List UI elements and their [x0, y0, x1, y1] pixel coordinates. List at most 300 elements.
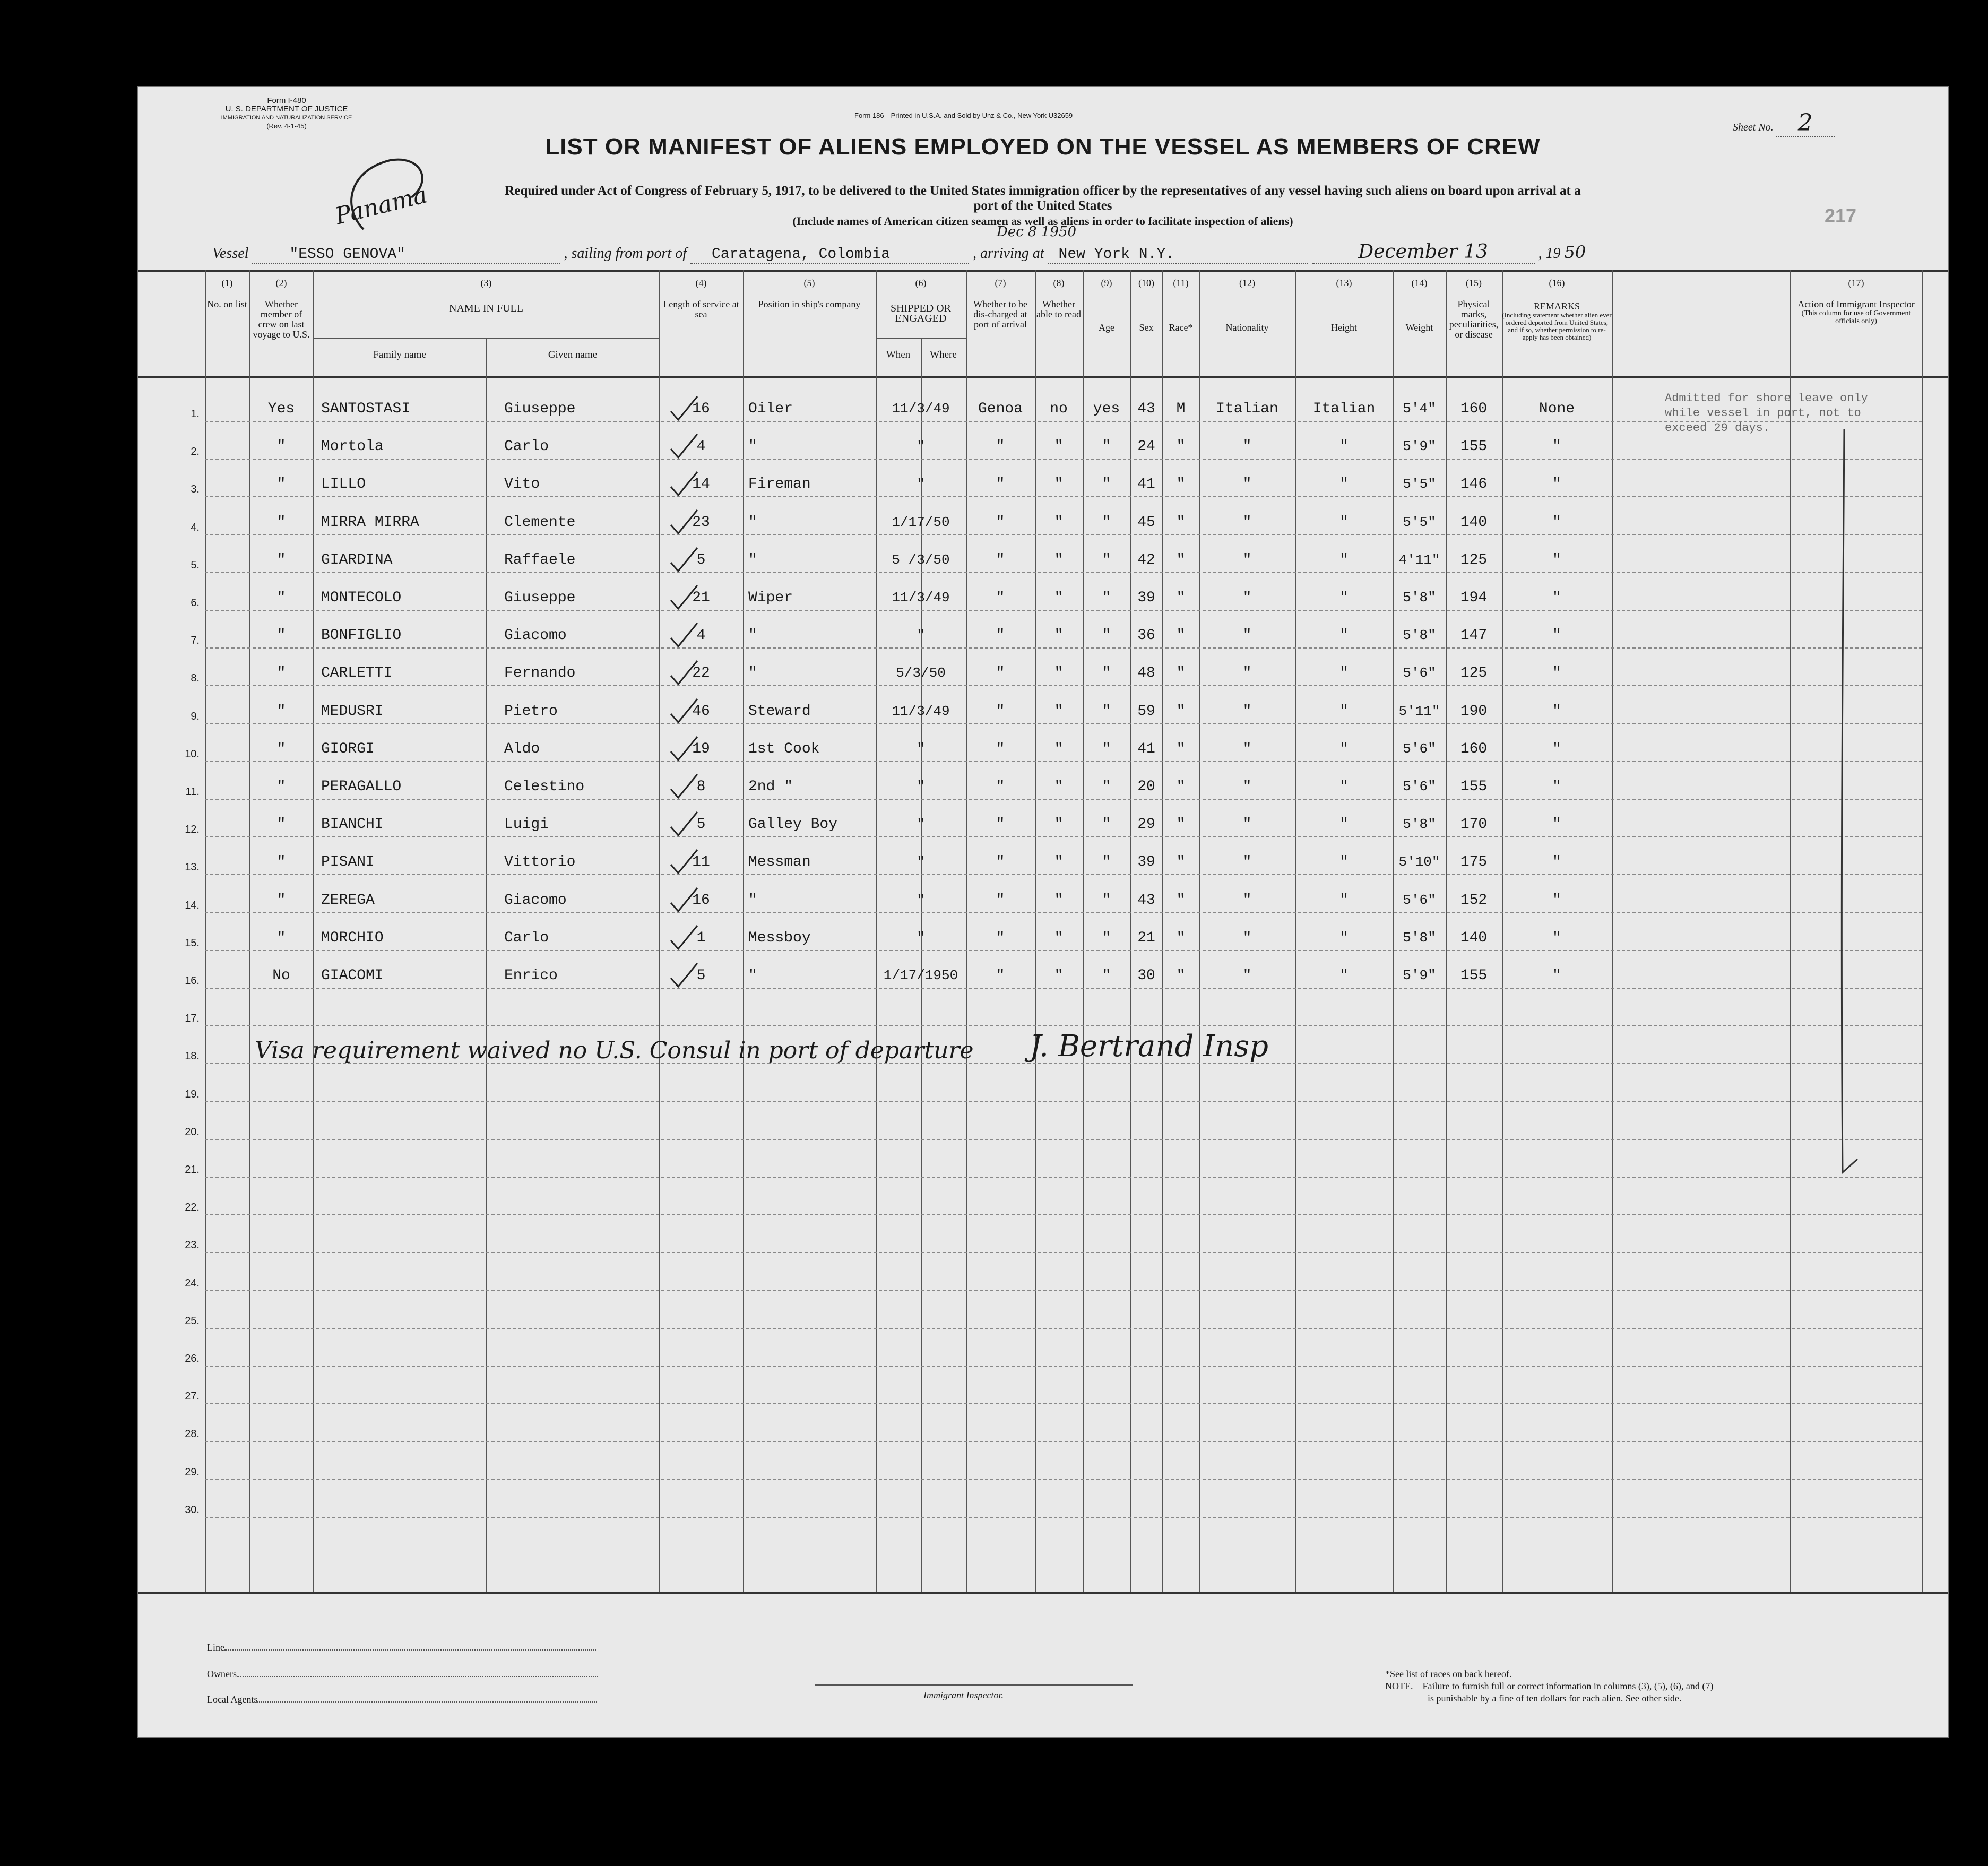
cell-given: Celestino [504, 779, 585, 795]
cell-height: 5'8" [1403, 929, 1436, 946]
cell-service: 19 [692, 740, 710, 757]
cell-marks: " [1552, 816, 1561, 833]
cell-last: " [276, 590, 286, 606]
column-label: Physical marks, peculiarities, or disease [1449, 299, 1499, 340]
cell-race: " [1242, 703, 1252, 720]
action-bracket-line [1794, 419, 1868, 1215]
cell-race: " [1242, 627, 1252, 644]
cell-read: " [1102, 779, 1111, 795]
row-rule [205, 496, 1922, 497]
cell-given: Clemente [504, 514, 576, 531]
cell-when: " [917, 627, 925, 644]
cell-given: Vittorio [504, 854, 576, 871]
row-number: 2. [191, 446, 200, 458]
cell-last: No [272, 967, 290, 984]
cell-given: Aldo [504, 740, 540, 757]
row-number: 10. [185, 748, 200, 760]
form-id-block [218, 97, 356, 131]
cell-position: " [748, 551, 757, 568]
arriving-port: New York N.Y. [1048, 246, 1308, 264]
column-number: (16) [1549, 278, 1565, 288]
department: U. S. DEPARTMENT OF JUSTICE [225, 105, 348, 114]
cell-when: 1/17/50 [892, 514, 950, 530]
year-suffix: 50 [1564, 242, 1586, 262]
column-rule [743, 270, 744, 1592]
cell-age: 30 [1137, 967, 1155, 984]
column-label: Weight [1405, 322, 1433, 333]
column-header [1295, 278, 1393, 333]
column-header [1083, 278, 1130, 333]
row-rule [205, 988, 1922, 989]
cell-when: 11/3/49 [892, 401, 950, 417]
cell-last: " [276, 665, 286, 682]
cell-family: GIACOMI [321, 967, 384, 984]
row-number: 19. [185, 1088, 200, 1100]
cell-when: " [917, 929, 925, 946]
cell-service: 14 [692, 476, 710, 493]
cell-where: " [996, 929, 1005, 946]
cell-given: Giuseppe [504, 590, 576, 606]
cell-nat: " [1339, 967, 1349, 984]
cell-given: Carlo [504, 438, 549, 455]
cell-when: " [917, 816, 925, 833]
cell-given: Giacomo [504, 892, 567, 909]
cell-age: 41 [1137, 740, 1155, 757]
column-number: (6) [915, 278, 927, 288]
row-number: 27. [185, 1390, 200, 1403]
header-bottom-rule [138, 376, 1948, 378]
footer-owners-field [207, 1669, 598, 1680]
column-rule [313, 270, 314, 1592]
cell-marks: " [1552, 779, 1561, 795]
flag-handwritten: Panama [332, 181, 430, 230]
column-number: (2) [275, 278, 287, 288]
cell-nat: " [1339, 514, 1349, 531]
vessel-line [212, 241, 1586, 264]
cell-when: " [917, 892, 925, 908]
row-number: 14. [185, 899, 200, 911]
cell-position: " [748, 627, 757, 644]
cell-sex: " [1176, 665, 1186, 682]
cell-read: " [1102, 476, 1111, 493]
cell-family: SANTOSTASI [321, 401, 411, 417]
check-mark [669, 584, 701, 611]
footer-agents-field [207, 1694, 597, 1705]
cell-family: GIORGI [321, 740, 375, 757]
cell-nat: " [1339, 854, 1349, 871]
cell-disch: " [1054, 967, 1064, 984]
column-header [205, 278, 249, 309]
cell-marks: " [1552, 551, 1561, 568]
check-mark [669, 887, 701, 913]
row-number: 11. [185, 786, 200, 798]
cell-where: " [996, 816, 1005, 833]
check-mark [669, 773, 701, 800]
row-rule [205, 1441, 1922, 1442]
row-rule [205, 874, 1922, 875]
row-rule [205, 761, 1922, 762]
cell-disch: " [1054, 816, 1064, 833]
row-number: 21. [185, 1164, 200, 1176]
check-mark [669, 736, 701, 762]
row-number: 5. [191, 559, 200, 571]
row-number: 26. [185, 1353, 200, 1364]
row-rule [205, 1139, 1922, 1140]
row-rule [205, 1101, 1922, 1102]
inspector-signature: J. Bertrand Insp [1030, 1029, 1268, 1064]
cell-when: 5/3/50 [896, 665, 946, 681]
cell-read: " [1102, 703, 1111, 720]
cell-given: Enrico [504, 967, 558, 984]
column-header [1502, 278, 1612, 341]
cell-marks: " [1552, 476, 1561, 493]
subheader-where: Where [930, 349, 957, 360]
cell-where: " [996, 967, 1005, 984]
cell-read: yes [1093, 401, 1120, 417]
cell-marks: " [1552, 967, 1561, 984]
cell-height: 5'11" [1398, 703, 1440, 719]
row-rule [205, 1479, 1922, 1480]
column-header [1035, 278, 1083, 319]
cell-family: MEDUSRI [321, 703, 384, 720]
cell-service: 23 [692, 514, 710, 531]
cell-sex: " [1176, 779, 1186, 795]
cell-given: Luigi [504, 816, 549, 833]
cell-position: 2nd " [748, 779, 793, 795]
cell-sex: " [1176, 590, 1186, 606]
cell-weight: 170 [1460, 816, 1488, 833]
row-rule [205, 950, 1922, 951]
cell-when: " [917, 779, 925, 794]
cell-race: " [1242, 514, 1252, 531]
cell-race: " [1242, 779, 1252, 795]
cell-family: GIARDINA [321, 551, 393, 568]
owners-label: Owners [207, 1669, 237, 1679]
row-number: 4. [191, 521, 200, 533]
cell-position: Messman [748, 854, 811, 871]
cell-given: Giacomo [504, 627, 567, 644]
cell-service: 5 [696, 816, 706, 833]
cell-last: " [276, 627, 286, 644]
penalty-note-2: is punishable by a fine of ten dollars for each alien. See other side. [1428, 1693, 1682, 1704]
cell-sex: " [1176, 929, 1186, 946]
cell-race: " [1242, 590, 1252, 606]
column-number: (7) [995, 278, 1006, 288]
cell-height: 5'6" [1403, 740, 1436, 757]
cell-last: " [276, 854, 286, 871]
cell-disch: " [1054, 514, 1064, 531]
cell-nat: " [1339, 779, 1349, 795]
row-rule [205, 1177, 1922, 1178]
column-header [1130, 278, 1162, 333]
cell-disch: " [1054, 703, 1064, 720]
check-mark [669, 471, 701, 497]
subheader-given: Given name [548, 349, 598, 360]
check-mark [669, 433, 701, 460]
cell-age: 20 [1137, 779, 1155, 795]
cell-position: Galley Boy [748, 816, 838, 833]
check-mark [669, 547, 701, 573]
row-number: 3. [191, 483, 200, 496]
form-revision: (Rev. 4-1-45) [266, 122, 307, 130]
sailing-port: Caratagena, Colombia [690, 246, 969, 264]
cell-where: Genoa [978, 401, 1023, 417]
cell-height: 5'6" [1403, 665, 1436, 681]
cell-position: Messboy [748, 929, 811, 946]
check-mark [669, 925, 701, 951]
footer [138, 1626, 1948, 1732]
cell-race: " [1242, 929, 1252, 946]
cell-disch: " [1054, 590, 1064, 606]
check-mark [669, 395, 701, 422]
cell-weight: 190 [1460, 703, 1488, 720]
year-prefix: , 19 [1538, 245, 1561, 262]
cell-disch: " [1054, 740, 1064, 757]
cell-height: 5'6" [1403, 779, 1436, 794]
cell-age: 36 [1137, 627, 1155, 644]
column-number: (4) [695, 278, 707, 288]
column-number: (14) [1411, 278, 1428, 288]
cell-height: 5'10" [1398, 854, 1440, 870]
column-header [1790, 278, 1922, 325]
cell-position: " [748, 514, 757, 531]
row-rule [205, 572, 1922, 573]
cell-nat: " [1339, 627, 1349, 644]
cell-family: Mortola [321, 438, 384, 455]
cell-race: " [1242, 665, 1252, 682]
cell-age: 39 [1137, 854, 1155, 871]
cell-age: 42 [1137, 551, 1155, 568]
column-number: (11) [1173, 278, 1189, 288]
row-rule [205, 1517, 1922, 1518]
row-rule [205, 1366, 1922, 1367]
cell-weight: 155 [1460, 438, 1488, 455]
check-mark [669, 849, 701, 875]
cell-age: 24 [1137, 438, 1155, 455]
row-rule [205, 723, 1922, 724]
cell-disch: no [1050, 401, 1068, 417]
cell-marks: " [1552, 854, 1561, 871]
cell-nat: " [1339, 665, 1349, 682]
flag-circle-scribble [332, 150, 438, 235]
column-label: Height [1331, 322, 1357, 333]
row-rule [205, 1328, 1922, 1329]
cell-when: 5 /3/50 [892, 551, 950, 568]
cell-last: " [276, 476, 286, 493]
cell-age: 29 [1137, 816, 1155, 833]
cell-nat: " [1339, 590, 1349, 606]
cell-service: 8 [696, 779, 706, 795]
cell-position: " [748, 438, 757, 455]
column-label: Whether able to read [1036, 299, 1081, 319]
cell-marks: None [1538, 401, 1575, 417]
cell-read: " [1102, 438, 1111, 455]
cell-age: 21 [1137, 929, 1155, 946]
row-rule [205, 1252, 1922, 1253]
column-number: (1) [221, 278, 233, 288]
cell-given: Carlo [504, 929, 549, 946]
cell-service: 46 [692, 703, 710, 720]
cell-nat: " [1339, 476, 1349, 493]
cell-marks: " [1552, 892, 1561, 909]
cell-where: " [996, 703, 1005, 720]
cell-position: 1st Cook [748, 740, 820, 757]
arrival-date: December 13 [1312, 241, 1535, 264]
row-number: 1. [191, 408, 200, 420]
remarks-typed: Admitted for shore leave only while vessel in port, not to exceed 29 days. [1665, 392, 1868, 435]
column-label: SHIPPED OR ENGAGED [891, 303, 951, 324]
stamp-number: 217 [1825, 205, 1857, 227]
cell-sex: " [1176, 740, 1186, 757]
column-header [249, 278, 313, 340]
cell-service: 4 [696, 627, 706, 644]
column-label: NAME IN FULL [449, 303, 523, 314]
row-rule [205, 1403, 1922, 1404]
row-rule [205, 799, 1922, 800]
row-rule [205, 647, 1922, 649]
cell-given: Vito [504, 476, 540, 493]
cell-disch: " [1054, 438, 1064, 455]
cell-race: " [1242, 854, 1252, 871]
cell-height: 5'8" [1403, 627, 1436, 644]
column-number: (5) [803, 278, 815, 288]
cell-service: 21 [692, 590, 710, 606]
cell-nat: " [1339, 551, 1349, 568]
cell-disch: " [1054, 627, 1064, 644]
column-header [876, 278, 966, 324]
cell-position: " [748, 665, 757, 682]
cell-family: MONTECOLO [321, 590, 402, 606]
cell-height: 4'11" [1398, 551, 1440, 568]
column-header [1446, 278, 1502, 340]
column-header [1393, 278, 1446, 333]
column-header [966, 278, 1035, 330]
cell-weight: 140 [1460, 514, 1488, 531]
footer-line-field [207, 1642, 596, 1653]
cell-age: 48 [1137, 665, 1155, 682]
cell-weight: 175 [1460, 854, 1488, 871]
cell-age: 59 [1137, 703, 1155, 720]
cell-position: Oiler [748, 401, 793, 417]
handwritten-note: Visa requirement waived no U.S. Consul in port of departure [255, 1037, 974, 1064]
row-rule [205, 912, 1922, 913]
sailing-label: , sailing from port of [564, 245, 687, 262]
row-number: 20. [185, 1126, 200, 1138]
cell-race: " [1242, 967, 1252, 984]
cell-race: " [1242, 476, 1252, 493]
inspector-signature-line [815, 1684, 1133, 1686]
row-rule [205, 685, 1922, 686]
column-label: Nationality [1225, 322, 1269, 333]
cell-read: " [1102, 816, 1111, 833]
cell-family: MORCHIO [321, 929, 384, 946]
cell-read: " [1102, 627, 1111, 644]
cell-read: " [1102, 967, 1111, 984]
cell-family: BONFIGLIO [321, 627, 402, 644]
cell-last: " [276, 892, 286, 909]
page-title: LIST OR MANIFEST OF ALIENS EMPLOYED ON THE VESSEL AS MEMBERS OF CREW [545, 134, 1541, 160]
cell-where: " [996, 627, 1005, 644]
cell-where: " [996, 740, 1005, 757]
races-note: *See list of races on back hereof. [1385, 1669, 1512, 1679]
cell-last: " [276, 740, 286, 757]
cell-read: " [1102, 854, 1111, 871]
row-number: 16. [185, 975, 200, 987]
row-rule [205, 1025, 1922, 1026]
cell-last: " [276, 816, 286, 833]
cell-read: " [1102, 740, 1111, 757]
check-mark [669, 509, 701, 535]
arriving-label: , arriving at [972, 245, 1044, 262]
cell-weight: 194 [1460, 590, 1488, 606]
check-mark [669, 660, 701, 686]
cell-sex: " [1176, 476, 1186, 493]
cell-family: CARLETTI [321, 665, 393, 682]
cell-service: 16 [692, 401, 710, 417]
cell-last: " [276, 703, 286, 720]
cell-age: 45 [1137, 514, 1155, 531]
cell-weight: 125 [1460, 551, 1488, 568]
inspector-label: Immigrant Inspector. [923, 1690, 1004, 1700]
row-number: 17. [185, 1013, 200, 1025]
cell-position: " [748, 967, 757, 984]
cell-race: " [1242, 816, 1252, 833]
line-label: Line [207, 1642, 224, 1653]
cell-nat: " [1339, 929, 1349, 946]
cell-given: Giuseppe [504, 401, 576, 417]
row-number: 12. [185, 824, 200, 836]
column-label: Sex [1139, 322, 1154, 333]
column-label: Position in ship's company [758, 299, 861, 309]
row-rule [205, 1290, 1922, 1291]
check-mark [669, 962, 701, 989]
cell-nat: " [1339, 438, 1349, 455]
cell-family: LILLO [321, 476, 366, 493]
cell-read: " [1102, 892, 1111, 909]
column-rule [1612, 270, 1613, 1592]
row-number: 6. [191, 597, 200, 609]
cell-sex: " [1176, 551, 1186, 568]
column-label: Age [1099, 322, 1114, 333]
cell-weight: 155 [1460, 779, 1488, 795]
column-label: REMARKS [1533, 301, 1580, 312]
cell-given: Raffaele [504, 551, 576, 568]
cell-nat: Italian [1312, 401, 1376, 417]
row-number: 25. [185, 1315, 200, 1327]
subtitle-line-1: Required under Act of Congress of February 5, 1917, to be delivered to the United States immigration officer by the representatives of any vessel having such aliens on board upon arrival at a [505, 184, 1581, 198]
row-rule [205, 836, 1922, 837]
cell-height: 5'5" [1403, 476, 1436, 493]
manifest-sheet [137, 86, 1949, 1738]
cell-where: " [996, 551, 1005, 568]
cell-read: " [1102, 590, 1111, 606]
cell-marks: " [1552, 514, 1561, 531]
cell-where: " [996, 892, 1005, 909]
cell-service: 4 [696, 438, 706, 455]
cell-marks: " [1552, 929, 1561, 946]
column-number: (10) [1138, 278, 1154, 288]
column-label: Whether to be dis-charged at port of arrival [973, 299, 1027, 330]
cell-weight: 146 [1460, 476, 1488, 493]
cell-where: " [996, 779, 1005, 795]
column-header [659, 278, 743, 319]
cell-sex: " [1176, 816, 1186, 833]
cell-when: " [917, 740, 925, 757]
cell-service: 5 [696, 551, 706, 568]
subtitle-line-2: port of the United States [973, 198, 1112, 213]
cell-marks: " [1552, 627, 1561, 644]
cell-where: " [996, 438, 1005, 455]
